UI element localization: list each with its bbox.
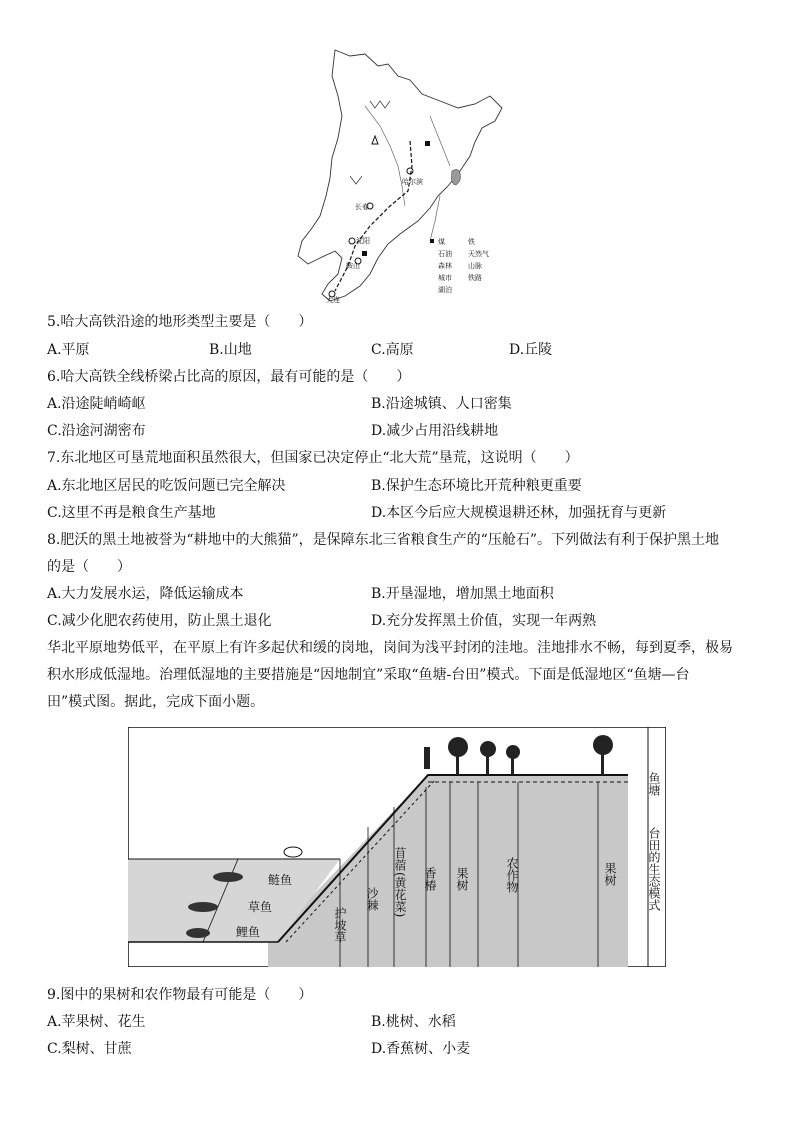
q6-option-b[interactable]: B.沿途城镇、人口密集 — [371, 396, 512, 412]
fishpond-raised-field-diagram — [128, 727, 666, 967]
map-city-label: 长春 — [355, 203, 369, 211]
svg-text:铁: 铁 — [468, 238, 475, 246]
q6-option-d[interactable]: D.减少占用沿线耕地 — [371, 423, 499, 439]
map-city-label: 鞍山 — [346, 262, 360, 270]
q5-option-d[interactable]: D.丘陵 — [509, 342, 553, 358]
svg-text:铁路: 铁路 — [468, 274, 482, 282]
q7-option-a[interactable]: A.东北地区居民的吃饭问题已完全解决 — [47, 478, 286, 494]
q5-option-c[interactable]: C.高原 — [371, 342, 414, 358]
svg-text:农作物: 农作物 — [505, 857, 519, 893]
q6-stem: 6.哈大高铁全线桥梁占比高的原因，最有可能的是（ ） — [47, 369, 411, 385]
q5-stem: 5.哈大高铁沿途的地形类型主要是（ ） — [47, 314, 313, 330]
q7-option-c[interactable]: C.这里不再是粮食生产基地 — [47, 505, 216, 521]
q7-option-d[interactable]: D.本区今后应大规模退耕还林，加强抚育与更新 — [371, 505, 667, 521]
svg-text:香椿: 香椿 — [423, 867, 437, 891]
fish-label: 鲢鱼 — [268, 873, 293, 887]
map-legend — [430, 237, 489, 294]
q8-option-b[interactable]: B.开垦湿地，增加黑土地面积 — [371, 586, 554, 602]
side-label-bottom: 台田的生态模式 — [647, 827, 661, 911]
svg-text:山脉: 山脉 — [468, 262, 482, 270]
svg-text:果树: 果树 — [455, 867, 469, 891]
northeast-china-map — [290, 46, 510, 306]
map-city-label: 大连 — [326, 296, 340, 304]
passage-line: 华北平原地势低平，在平原上有许多起伏和缓的岗地，岗间为浅平封闭的洼地。洼地排水不畅，每到夏季，极易 — [47, 640, 733, 656]
svg-text:煤: 煤 — [438, 238, 445, 246]
q5-option-a[interactable]: A.平原 — [47, 342, 90, 358]
map-city-label: 沈阳 — [356, 237, 370, 245]
svg-text:护坡草: 护坡草 — [333, 907, 347, 943]
svg-text:苜蓿: 苜蓿 — [393, 847, 407, 871]
q7-option-b[interactable]: B.保护生态环境比开荒种粮更重要 — [371, 478, 582, 494]
q8-option-a[interactable]: A.大力发展水运，降低运输成本 — [47, 586, 244, 602]
q8-stem: 8.肥沃的黑土地被誉为“耕地中的大熊猫”，是保障东北三省粮食生产的“压舱石”。下列做法有利于保护黑土地 — [47, 532, 719, 548]
svg-text:湖泊: 湖泊 — [438, 286, 452, 294]
q9-option-b[interactable]: B.桃树、水稻 — [371, 1014, 456, 1030]
q8-option-c[interactable]: C.减少化肥农药使用，防止黑土退化 — [47, 613, 272, 629]
svg-text:城市: 城市 — [438, 274, 452, 282]
q8-option-d[interactable]: D.充分发挥黑土价值，实现一年两熟 — [371, 613, 597, 629]
svg-text:天然气: 天然气 — [468, 250, 489, 258]
passage-line: 积水形成低湿地。治理低湿地的主要措施是“因地制宜”采取“鱼塘-台田”模式。下面是低湿地区“鱼塘—台 — [47, 667, 690, 683]
q9-option-d[interactable]: D.香蕉树、小麦 — [371, 1041, 471, 1057]
svg-text:沙棘: 沙棘 — [365, 887, 379, 911]
svg-text:森林: 森林 — [438, 262, 452, 270]
q9-option-a[interactable]: A.苹果树、花生 — [47, 1014, 146, 1030]
q5-option-b[interactable]: B.山地 — [209, 342, 252, 358]
fish-label: 草鱼 — [248, 900, 273, 914]
q6-option-c[interactable]: C.沿途河湖密布 — [47, 423, 146, 439]
q7-stem: 7.东北地区可垦荒地面积虽然很大，但国家已决定停止“北大荒”垦荒，这说明（ ） — [47, 450, 579, 466]
map-city-label: 哈尔滨 — [402, 178, 423, 186]
q6-option-a[interactable]: A.沿途陡峭崎岖 — [47, 396, 146, 412]
q8-stem-cont: 的是（ ） — [47, 559, 131, 575]
svg-text:(黄花菜): (黄花菜) — [393, 872, 407, 918]
fish-label: 鲤鱼 — [236, 925, 261, 939]
side-label-top: 鱼塘 — [647, 772, 661, 796]
q9-option-c[interactable]: C.梨树、甘蔗 — [47, 1041, 132, 1057]
svg-text:果树: 果树 — [603, 862, 617, 886]
q9-stem: 9.图中的果树和农作物最有可能是（ ） — [47, 987, 313, 1003]
svg-text:石油: 石油 — [438, 250, 452, 258]
passage-line: 田”模式图。据此，完成下面小题。 — [47, 694, 265, 710]
